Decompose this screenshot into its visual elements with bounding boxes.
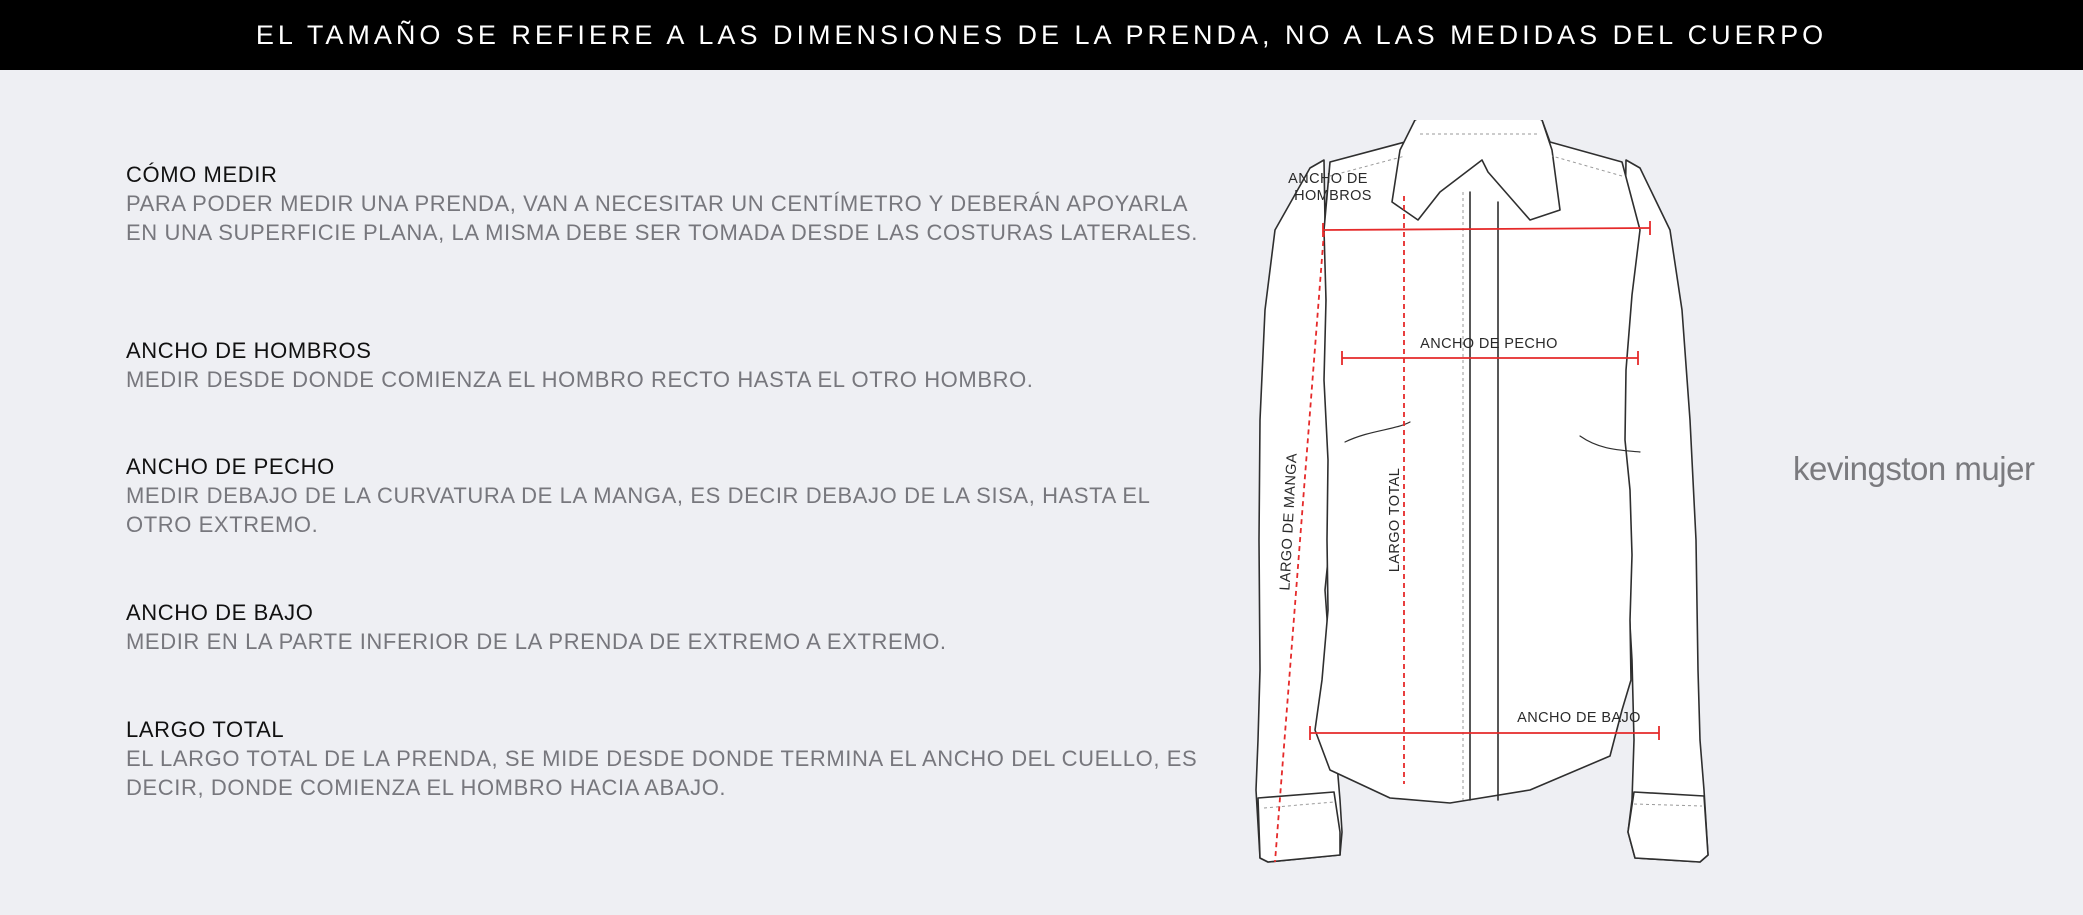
section-text: [126, 189, 1266, 247]
top-banner: [0, 0, 2083, 70]
shirt-measurement-diagram: [1230, 120, 1750, 880]
label-shoulders-line1: ANCHO DE: [1288, 171, 1368, 187]
section-text: [126, 744, 1266, 802]
section-text-line: DECIR, DONDE COMIENZA EL HOMBRO HACIA ABAJO.: [126, 775, 727, 800]
section-title: ANCHO DE HOMBROS: [126, 338, 372, 363]
label-hem: ANCHO DE BAJO: [1517, 710, 1641, 726]
section-text-line: MEDIR EN LA PARTE INFERIOR DE LA PRENDA DE EXTREMO A EXTREMO.: [126, 629, 947, 654]
section-text-line: OTRO EXTREMO.: [126, 512, 319, 537]
section-title: LARGO TOTAL: [126, 717, 285, 742]
section-text-line: EN UNA SUPERFICIE PLANA, LA MISMA DEBE SER TOMADA DESDE LAS COSTURAS LATERALES.: [126, 220, 1198, 245]
section-text: [126, 627, 1266, 656]
section-como-medir: [126, 161, 1266, 247]
section-ancho-pecho: [126, 453, 1266, 539]
label-shoulders-line2: HOMBROS: [1294, 188, 1372, 204]
banner-text: EL TAMAÑO SE REFIERE A LAS DIMENSIONES DE LA PRENDA, NO A LAS MEDIDAS DEL CUERPO: [255, 19, 1828, 50]
label-total: LARGO TOTAL: [1387, 467, 1403, 573]
section-text-line: MEDIR DEBAJO DE LA CURVATURA DE LA MANGA, ES DECIR DEBAJO DE LA SISA, HASTA EL: [126, 483, 1151, 508]
section-text: [126, 365, 1266, 394]
section-title: ANCHO DE BAJO: [126, 600, 314, 625]
section-text: [126, 481, 1266, 539]
shirt-right-cuff-illustration: [1628, 792, 1708, 862]
section-text-line: MEDIR DESDE DONDE COMIENZA EL HOMBRO RECTO HASTA EL OTRO HOMBRO.: [126, 367, 1034, 392]
section-text-line: EL LARGO TOTAL DE LA PRENDA, SE MIDE DESDE DONDE TERMINA EL ANCHO DEL CUELLO, ES: [126, 746, 1198, 771]
label-chest: ANCHO DE PECHO: [1420, 336, 1558, 352]
shirt-left-cuff-illustration: [1258, 792, 1340, 862]
section-title: ANCHO DE PECHO: [126, 454, 335, 479]
label-sleeve: LARGO DE MANGA: [1277, 452, 1301, 591]
section-title: CÓMO MEDIR: [126, 162, 278, 187]
section-ancho-hombros: [126, 337, 1266, 394]
brand-logo: kevingston mujer: [1793, 450, 2035, 487]
section-largo-total: [126, 716, 1266, 802]
shirt-body-illustration: [1315, 120, 1640, 803]
section-ancho-bajo: [126, 599, 1266, 656]
section-text-line: PARA PODER MEDIR UNA PRENDA, VAN A NECESITAR UN CENTÍMETRO Y DEBERÁN APOYARLA: [126, 191, 1189, 216]
